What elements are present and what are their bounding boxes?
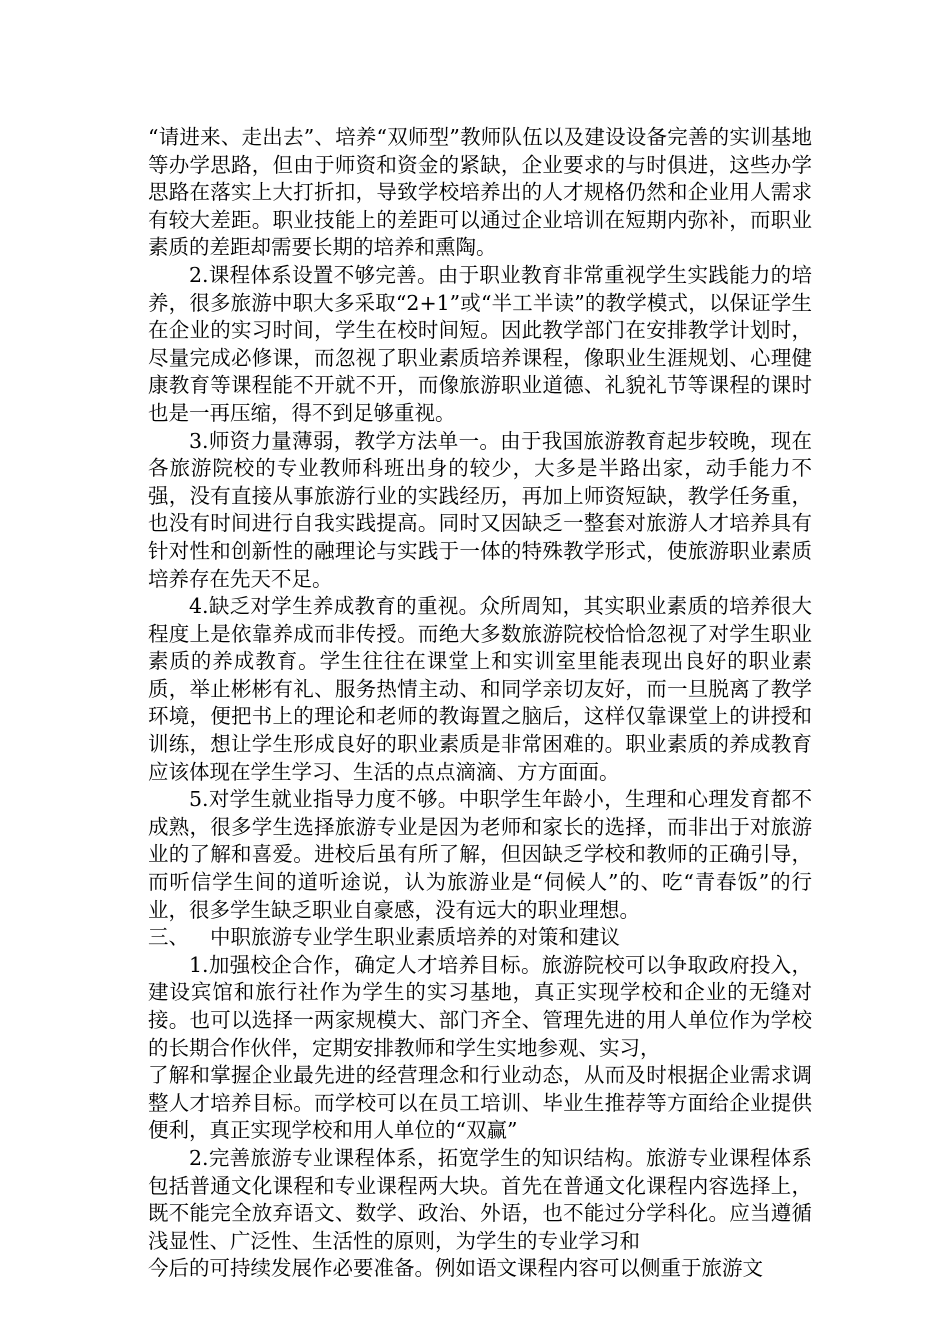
paragraph-habit-education: 4.缺乏对学生养成教育的重视。众所周知，其实职业素质的培养很大程度上是依靠养成而非传授。而绝大多数旅游院校恰恰忽视了对学生职业素质的养成教育。学生往往在课堂上和实训室里能表现出良好的职业素质，举止彬彬有礼、服务热情主动、和同学亲切友好，而一旦脱离了教学环境，便把书上的理论和老师的教诲置之脑后，这样仅靠课堂上的讲授和训练，想让学生形成良好的职业素质是非常困难的。职业素质的养成教育应该体现在学生学习、生活的点点滴滴、方方面面。 [148, 594, 812, 784]
paragraph-school-enterprise: 1.加强校企合作，确定人才培养目标。旅游院校可以争取政府投入，建设宾馆和旅行社作为学生的实习基地，真正实现学校和企业的无缝对接。也可以选择一两家规模大、部门齐全、管理先进的用人单位作为学校的长期合作伙伴，定期安排教师和学生实地参观、实习， [148, 952, 812, 1060]
section-heading [148, 924, 812, 952]
document-body [148, 124, 812, 1283]
paragraph-course-system: 2.完善旅游专业课程体系，拓宽学生的知识结构。旅游专业课程体系包括普通文化课程和专业课程两大块。首先在普通文化课程内容选择上，既不能完全放弃语文、数学、政治、外语，也不能过分学科化。应当遵循浅显性、广泛性、生活性的原则，为学生的专业学习和 [148, 1145, 812, 1253]
paragraph-career-guidance: 5.对学生就业指导力度不够。中职学生年龄小，生理和心理发育都不成熟，很多学生选择旅游专业是因为老师和家长的选择，而非出于对旅游业的了解和喜爱。进校后虽有所了解，但因缺乏学校和教师的正确引导，而听信学生间的道听途说，认为旅游业是“伺候人”的、吃“青春饭”的行业，很多学生缺乏职业自豪感，没有远大的职业理想。 [148, 787, 812, 922]
paragraph-course-system-cont: 今后的可持续发展作必要准备。例如语文课程内容可以侧重于旅游文 [148, 1256, 763, 1281]
paragraph-faculty: 3.师资力量薄弱，教学方法单一。由于我国旅游教育起步较晚，现在各旅游院校的专业教师科班出身的较少，大多是半路出家，动手能力不强，没有直接从事旅游行业的实践经历，再加上师资短缺，教学任务重，也没有时间进行自我实践提高。同时又因缺乏一整套对旅游人才培养具有针对性和创新性的融理论与实践于一体的特殊教学形式，使旅游职业素质培养存在先天不足。 [148, 428, 812, 591]
paragraph-school-enterprise-cont: 了解和掌握企业最先进的经营理念和行业动态，从而及时根据企业需求调整人才培养目标。而学校可以在员工培训、毕业生推荐等方面给企业提供便利，真正实现学校和用人单位的“双赢” [148, 1063, 812, 1143]
section-title: 中职旅游专业学生职业素质培养的对策和建议 [210, 925, 620, 950]
paragraph-continuation: “请进来、走出去”、培养“双师型”教师队伍以及建设设备完善的实训基地等办学思路，但由于师资和资金的紧缺，企业要求的与时俱进，这些办学思路在落实上大打折扣，导致学校培养出的人才规格仍然和企业用人需求有较大差距。职业技能上的差距可以通过企业培训在短期内弥补，而职业素质的差距却需要长期的培养和熏陶。 [148, 125, 812, 260]
section-number: 三、 [148, 925, 189, 950]
paragraph-curriculum: 2.课程体系设置不够完善。由于职业教育非常重视学生实践能力的培养，很多旅游中职大多采取“2+1”或“半工半读”的教学模式，以保证学生在企业的实习时间，学生在校时间短。因此教学部门在安排教学计划时，尽量完成必修课，而忽视了职业素质培养课程，像职业生涯规划、心理健康教育等课程能不开就不开，而像旅游职业道德、礼貌礼节等课程的课时也是一再压缩，得不到足够重视。 [148, 262, 812, 425]
